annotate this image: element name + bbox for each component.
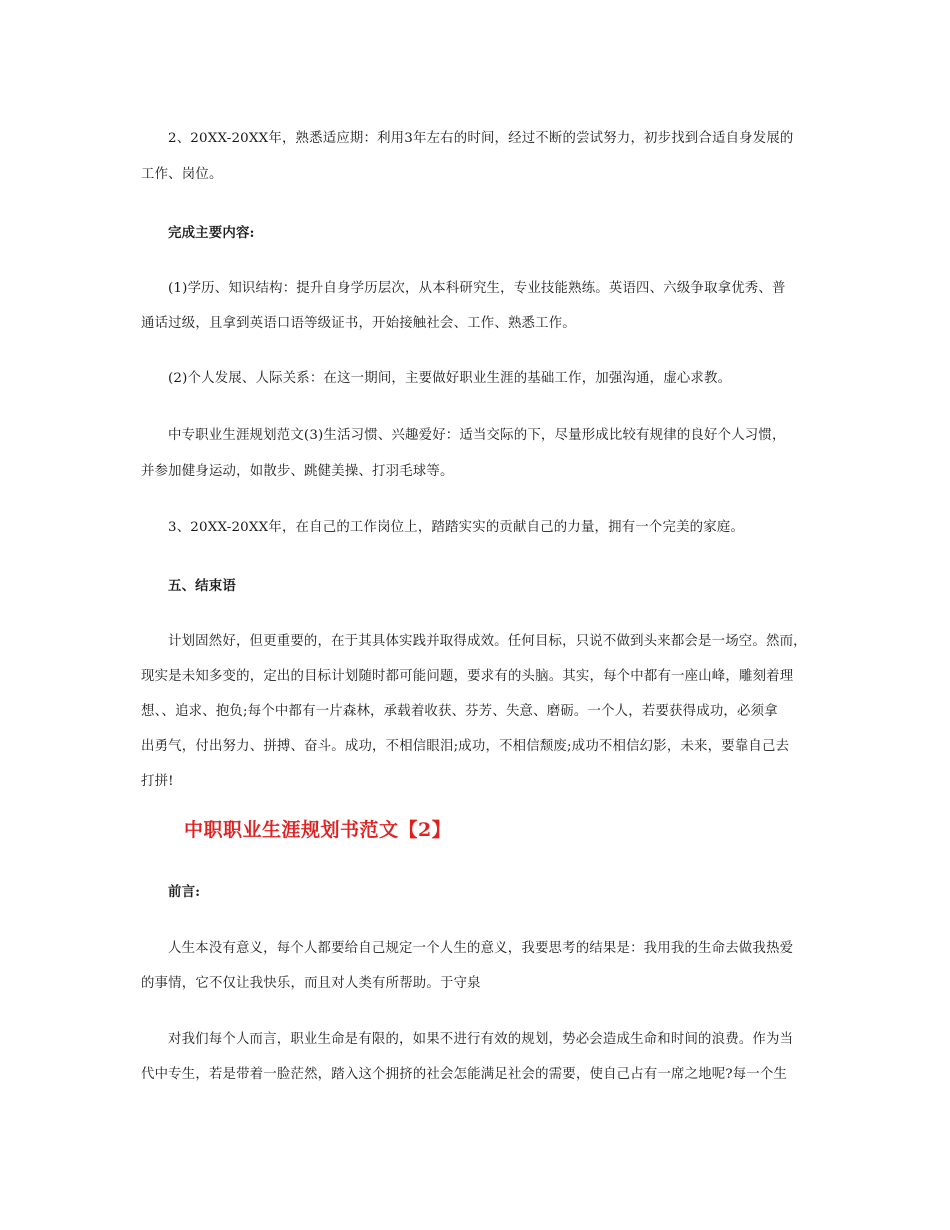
paragraph-line: 想、、追求、抱负;每个中都有一片森林，承载着收获、芬芳、失意、磨砺。一个人，若要获得成功，必须拿 — [141, 704, 778, 719]
section-heading: 五、结束语 — [168, 578, 236, 594]
article-title: 中职职业生涯规划书范文【2】 — [184, 819, 452, 841]
paragraph-line: 中专职业生涯规划范文(3)生活习惯、兴趣爱好：适当交际的下，尽量形成比较有规律的良好个人习惯， — [168, 428, 786, 443]
paragraph-line: 通话过级，且拿到英语口语等级证书，开始接触社会、工作、熟悉工作。 — [141, 316, 576, 331]
paragraph-line: (2)个人发展、人际关系：在这一期间，主要做好职业生涯的基础工作，加强沟通，虚心求教。 — [168, 371, 732, 386]
paragraph-line: 并参加健身运动，如散步、跳健美操、打羽毛球等。 — [141, 464, 454, 479]
paragraph-line: 打拼! — [141, 774, 174, 789]
paragraph-line: 3、20XX-20XX年，在自己的工作岗位上，踏踏实实的贡献自己的力量，拥有一个完美的家庭。 — [168, 520, 745, 535]
paragraph-line: 代中专生，若是带着一脸茫然，踏入这个拥挤的社会怎能满足社会的需要，使自己占有一席之地呢?每一个生 — [141, 1067, 788, 1082]
paragraph-line: 计划固然好，但更重要的，在于其具体实践并取得成效。任何目标，只说不做到头来都会是一场空。然而， — [168, 634, 807, 649]
paragraph-line: 现实是未知多变的，定出的目标计划随时都可能问题，要求有的头脑。其实，每个中都有一座山峰，雕刻着理 — [141, 669, 794, 684]
paragraph-line: 对我们每个人而言，职业生命是有限的，如果不进行有效的规划，势必会造成生命和时间的浪费。作为当 — [168, 1032, 794, 1047]
paragraph-line: 的事情，它不仅让我快乐，而且对人类有所帮助。于守泉 — [141, 976, 481, 991]
paragraph-line: 人生本没有意义，每个人都要给自己规定一个人生的意义，我要思考的结果是：我用我的生命去做我热爱 — [168, 941, 794, 956]
section-label: 前言: — [168, 884, 201, 900]
section-label: 完成主要内容: — [168, 225, 255, 241]
paragraph-line: (1)学历、知识结构：提升自身学历层次，从本科研究生，专业技能熟练。英语四、六级争取拿优秀、普 — [168, 281, 786, 296]
paragraph-line: 2、20XX-20XX年，熟悉适应期：利用3年左右的时间，经过不断的尝试努力，初步找到合适自身发展的 — [168, 131, 794, 146]
paragraph-line: 出勇气，付出努力、拼搏、奋斗。成功，不相信眼泪;成功，不相信颓废;成功不相信幻影，未来，要靠自己去 — [141, 739, 790, 754]
paragraph-line: 工作、岗位。 — [141, 167, 223, 182]
